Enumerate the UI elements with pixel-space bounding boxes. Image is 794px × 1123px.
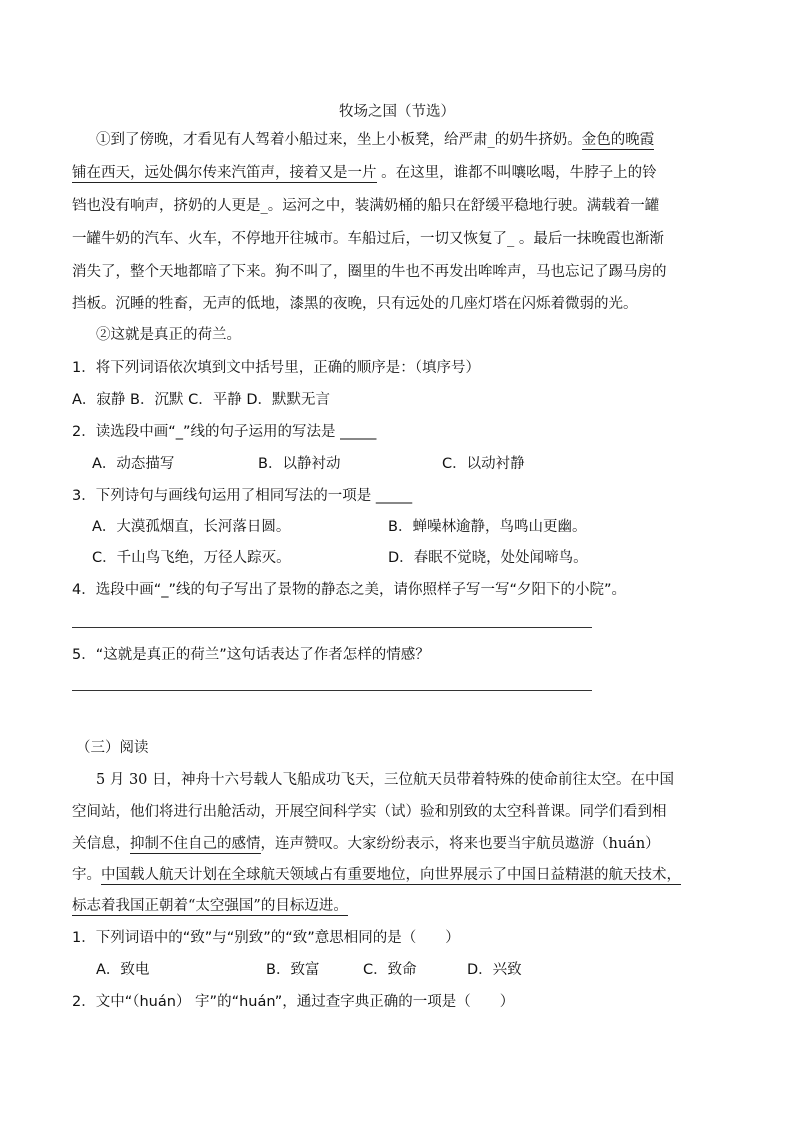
option-b[interactable]: B．致富 — [266, 962, 320, 978]
option-d[interactable]: D．春眠不觉晓，处处闻啼鸟。 — [388, 550, 588, 566]
option-c[interactable]: C．致命 — [363, 962, 417, 978]
passage-line: 一罐牛奶的汽车、火车，不停地开往城市。车船过后，一切又恢复了_ 。最后一抹晚霞也渐渐 — [72, 231, 664, 247]
option-b[interactable]: B．以静衬动 — [258, 456, 341, 472]
passage-line — [72, 163, 657, 183]
underlined-sentence: 标志着我国正朝着“太空强国”的目标迈进。 — [72, 898, 348, 914]
option-a[interactable]: A．大漠孤烟直，长河落日圆。 — [92, 519, 291, 535]
answer-line[interactable] — [72, 690, 592, 691]
question-1-options: A．寂静 B．沉默 C．平静 D．默默无言 — [72, 392, 330, 408]
option-c[interactable]: C．千山鸟飞绝，万径人踪灭。 — [92, 550, 291, 566]
question-1: 1．将下列词语依次填到文中括号里，正确的顺序是：（填序号） — [72, 360, 480, 376]
passage-text: ①到了傍晚，才看见有人驾着小船过来，坐上小板凳，给严肃_的奶牛挤奶。 — [96, 132, 582, 148]
question-5: 5．“这就是真正的荷兰”这句话表达了作者怎样的情感？ — [72, 647, 430, 663]
passage-line: ②这就是真正的荷兰。 — [96, 327, 241, 343]
underlined-sentence: 中国载人航天计划在全球航天领域占有重要地位，向世界展示了中国日益精湛的航天技术， — [101, 867, 681, 883]
question-4: 4．选段中画“_”线的句子写出了景物的静态之美，请你照样子写一写“夕阳下的小院”。 — [72, 582, 627, 598]
underlined-sentence: 金色的晚霞 — [581, 132, 655, 148]
option-b[interactable]: B．蝉噪林逾静，鸟鸣山更幽。 — [388, 519, 587, 535]
passage-line: 挡板。沉睡的牲畜，无声的低地，漆黑的夜晚，只有远处的几座灯塔在闪烁着微弱的光。 — [72, 296, 638, 312]
passage-text: 宇。 — [72, 867, 101, 883]
passage-line: 5 月 30 日，神舟十六号载人飞船成功飞天，三位航天员带着特殊的使命前往太空。在中国 — [96, 772, 674, 788]
passage-title: 牧场之国（节选） — [339, 104, 455, 120]
passage-line: 铛也没有响声，挤奶的人更是_。运河之中，装满奶桶的船只在舒缓平稳地行驶。满载着一罐 — [72, 198, 660, 214]
passage-text: 关信息， — [72, 836, 130, 852]
passage-line: 消失了，整个天地都暗了下来。狗不叫了，圈里的牛也不再发出哞哞声，马也忘记了踢马房的 — [72, 264, 667, 280]
option-a[interactable]: A．致电 — [96, 962, 150, 978]
underlined-sentence: 铺在西天，远处偶尔传来汽笛声，接着又是一片 — [72, 165, 377, 181]
passage-line — [72, 865, 681, 885]
passage-line — [96, 130, 654, 150]
question-1: 1．下列词语中的“致”与“别致”的“致”意思相同的是（ ） — [72, 930, 460, 946]
question-2: 2．文中“（huán） 宇”的“huán”，通过查字典正确的一项是（ ） — [72, 994, 515, 1010]
option-a[interactable]: A．动态描写 — [92, 456, 175, 472]
option-d[interactable]: D．兴致 — [467, 962, 522, 978]
passage-text: ，连声赞叹。大家纷纷表示，将来也要当宇航员遨游（huán） — [260, 836, 660, 852]
passage-text: 。在这里，谁都不叫嚷吆喝，牛脖子上的铃 — [376, 165, 657, 181]
passage-line — [72, 834, 660, 854]
question-2: 2．读选段中画“_”线的句子运用的写法是 _____ — [72, 424, 377, 440]
passage-line — [72, 896, 348, 916]
answer-line[interactable] — [72, 627, 592, 628]
question-3: 3．下列诗句与画线句运用了相同写法的一项是 _____ — [72, 488, 413, 504]
passage-line: 空间站，他们将进行出舱活动，开展空间科学实（试）验和别致的太空科普课。同学们看到相 — [72, 804, 667, 820]
option-c[interactable]: C．以动衬静 — [442, 456, 525, 472]
underlined-phrase: 抑制不住自己的感情 — [130, 836, 261, 852]
section-heading: （三）阅读 — [76, 740, 149, 756]
